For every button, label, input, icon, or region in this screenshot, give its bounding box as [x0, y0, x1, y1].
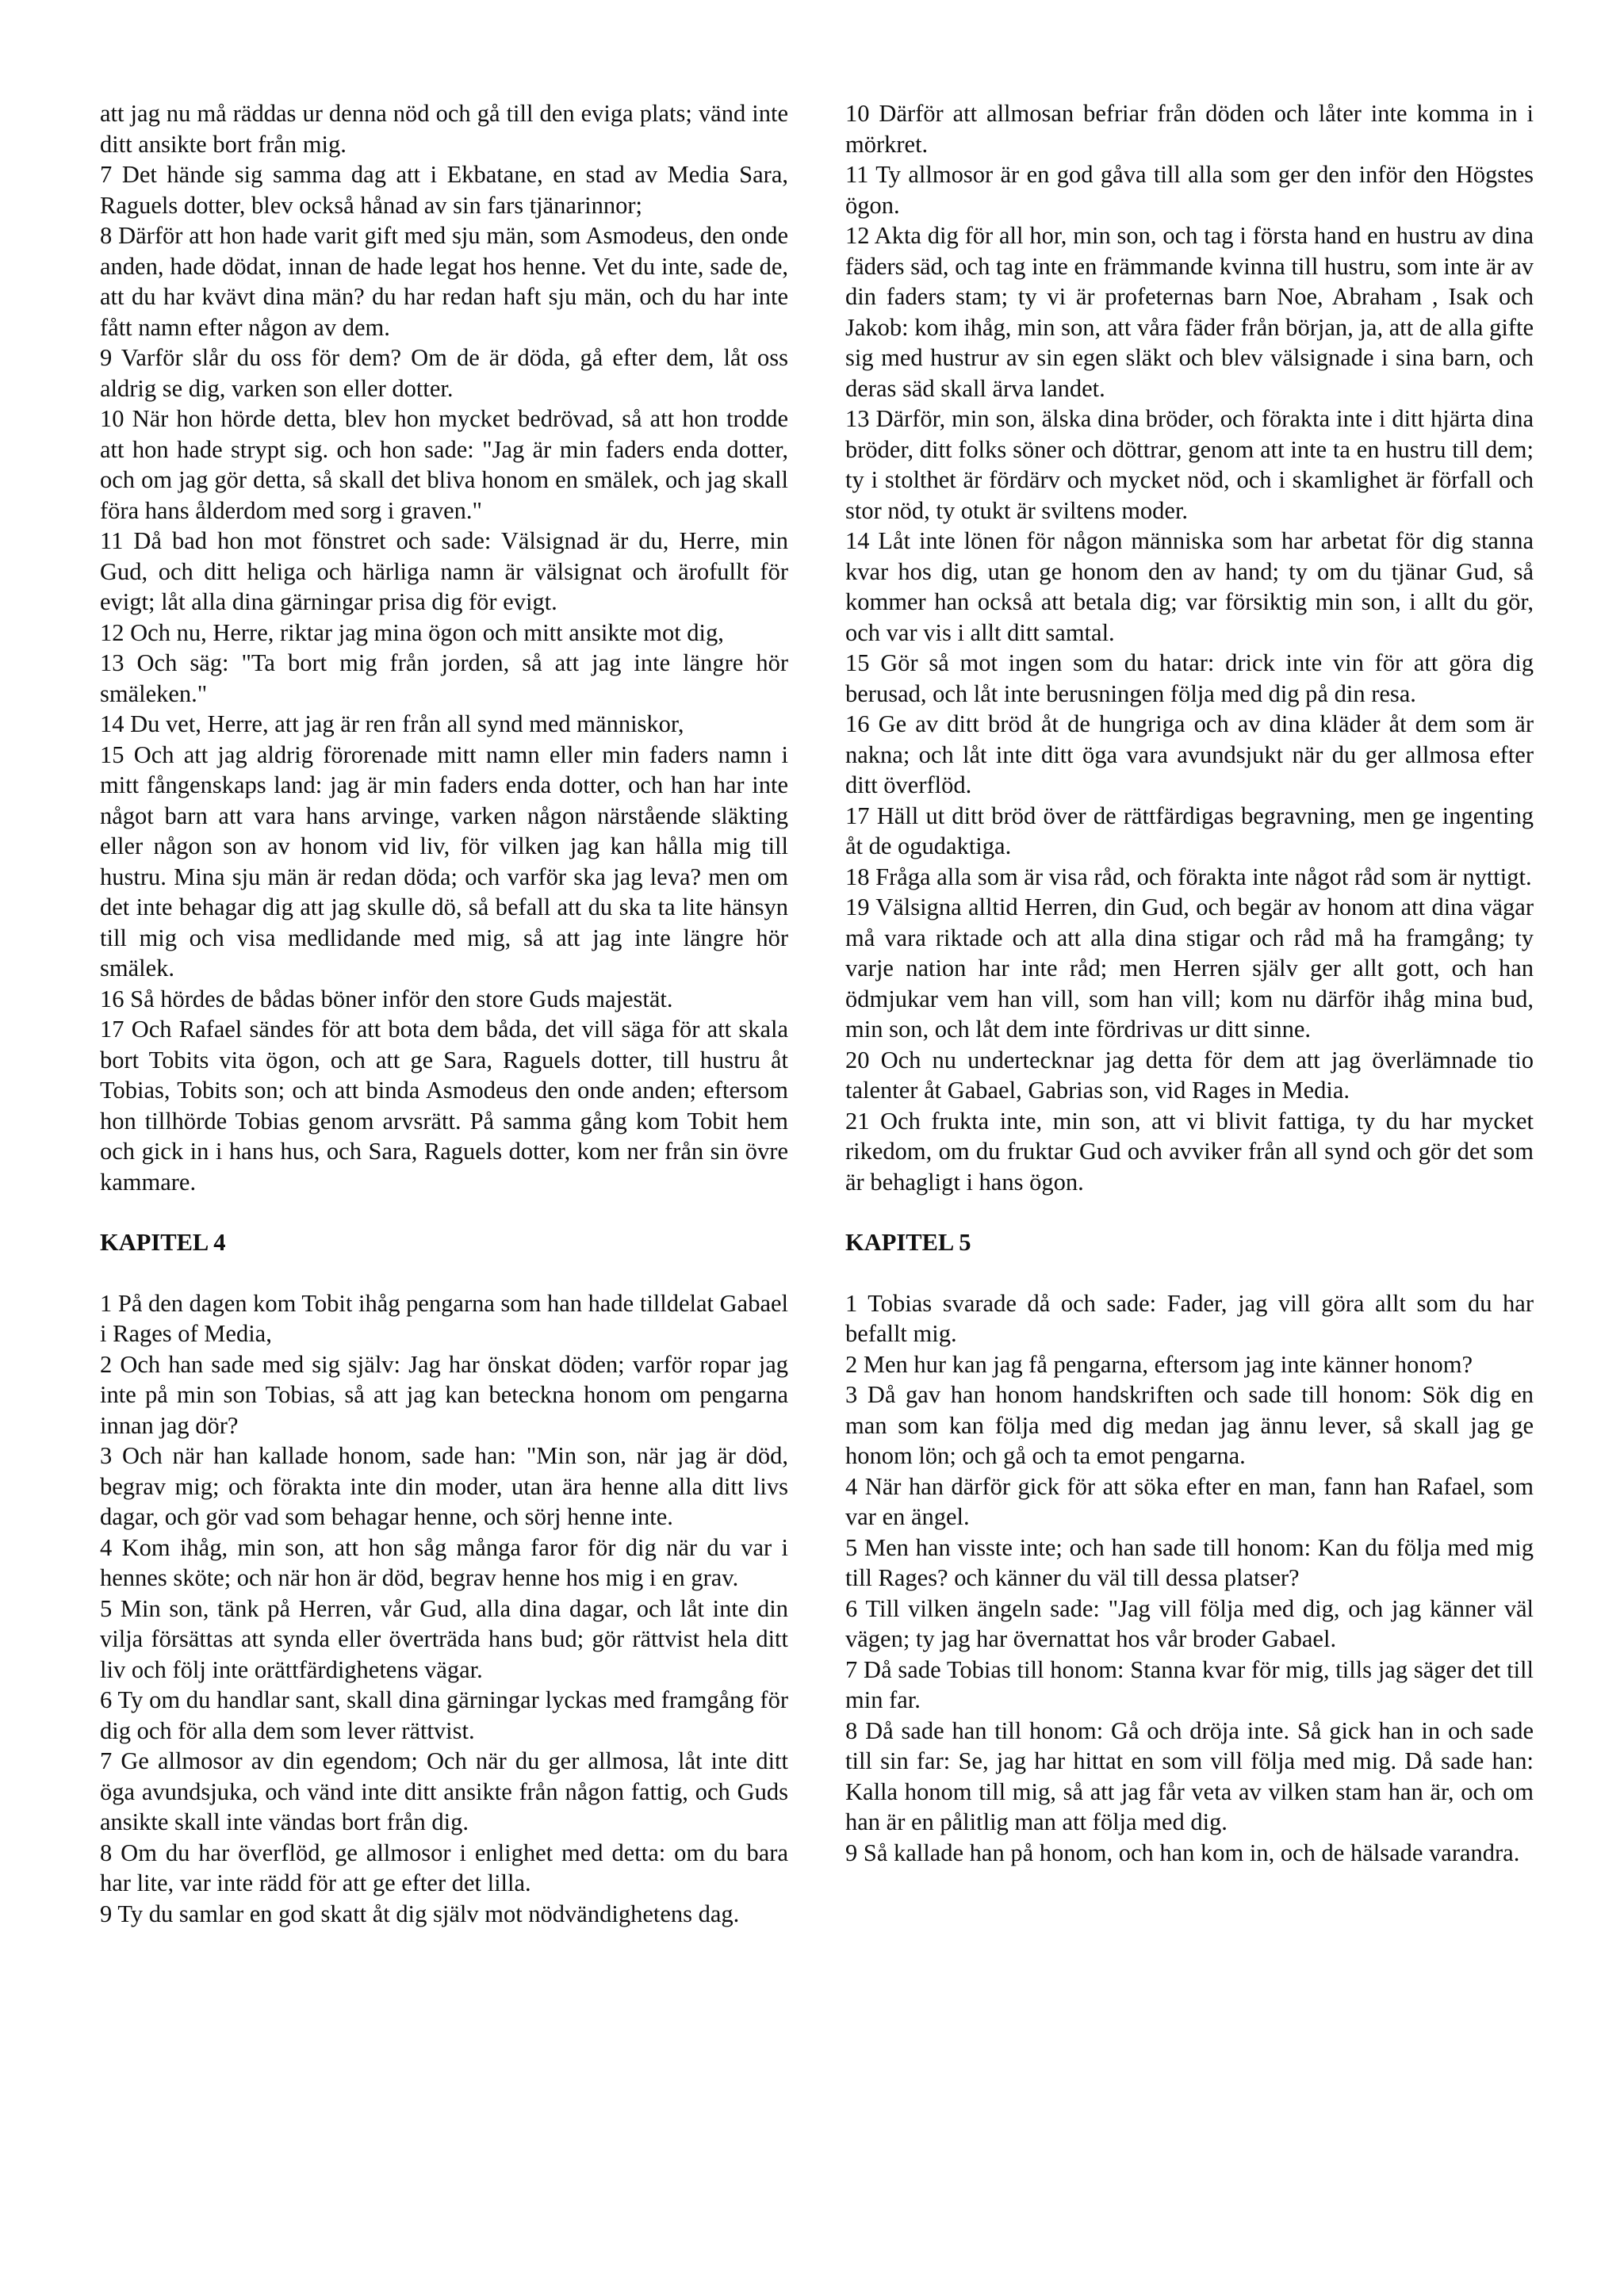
verse: 8 Därför att hon hade varit gift med sju män, som Asmodeus, den onde anden, hade dödat, innan de hade legat hos henne. Vet du inte, sade de, att du har kvävt dina män? du har redan haft sju män, och du har inte fått namn efter någon av dem.	[100, 222, 788, 341]
verse: 20 Och nu undertecknar jag detta för dem att jag överlämnade tio talenter åt Gabael, Gabrias son, vid Rages in Media.	[845, 1046, 1534, 1104]
verse: 10 När hon hörde detta, blev hon mycket bedrövad, så att hon trodde att hon hade strypt sig. och hon sade: "Jag är min faders enda dotter, och om jag gör detta, så skall det bliva honom en smälek, och jag skall föra hans ålderdom med sorg i graven."	[100, 405, 788, 524]
verse: 7 Ge allmosor av din egendom; Och när du ger allmosa, låt inte ditt öga avundsjuka, och vänd inte ditt ansikte från någon fattig, och Guds ansikte skall inte vändas bort från dig.	[100, 1747, 788, 1835]
verse: 14 Du vet, Herre, att jag är ren från all synd med människor,	[100, 710, 684, 737]
verse: 7 Då sade Tobias till honom: Stanna kvar för mig, tills jag säger det till min far.	[845, 1655, 1534, 1713]
verse: 18 Fråga alla som är visa råd, och förakta inte något råd som är nyttigt.	[845, 863, 1532, 890]
verse: 9 Så kallade han på honom, och han kom in, och de hälsade varandra.	[845, 1839, 1520, 1866]
verse: 10 Därför att allmosan befriar från döden och låter inte komma in i mörkret.	[845, 100, 1534, 158]
verses-block-left-top	[100, 98, 788, 1197]
verse: 16 Så hördes de bådas böner inför den store Guds majestät.	[100, 985, 673, 1012]
verse: 2 Och han sade med sig själv: Jag har önskat döden; varför ropar jag inte på min son Tobias, så att jag kan beteckna honom om pengarna innan jag dör?	[100, 1350, 788, 1439]
verse: 8 Om du har överflöd, ge allmosor i enlighet med detta: om du bara har lite, var inte rädd för att ge efter det lilla.	[100, 1839, 788, 1896]
verse: 4 När han därför gick för att söka efter en man, fann han Rafael, som var en ängel.	[845, 1472, 1534, 1530]
verse: 17 Häll ut ditt bröd över de rättfärdigas begravning, men ge ingenting åt de ogudaktiga.	[845, 802, 1534, 859]
verse: 9 Varför slår du oss för dem? Om de är döda, gå efter dem, låt oss aldrig se dig, varken son eller dotter.	[100, 344, 788, 402]
verse: 9 Ty du samlar en god skatt åt dig själv mot nödvändighetens dag.	[100, 1900, 740, 1927]
document-page	[100, 98, 1534, 2239]
verse: 21 Och frukta inte, min son, att vi blivit fattiga, ty du har mycket rikedom, om du fruktar Gud och avviker från all synd och gör det som är behagligt i hans ögon.	[845, 1107, 1534, 1196]
verse: 16 Ge av ditt bröd åt de hungriga och av dina kläder åt dem som är nakna; och låt inte ditt öga vara avundsjukt när du ger allmosa efter ditt överflöd.	[845, 710, 1534, 798]
verse: 4 Kom ihåg, min son, att hon såg många faror för dig när du var i hennes sköte; och när hon är död, begrav henne hos mig i en grav.	[100, 1533, 788, 1591]
verse: 1 Tobias svarade då och sade: Fader, jag vill göra allt som du har befallt mig.	[845, 1289, 1534, 1347]
verse: 8 Då sade han till honom: Gå och dröja inte. Så gick han in och sade till sin far: Se, jag har hittat en som vill följa med mig. Då sade han: Kalla honom till mig, så att jag får veta av vilken stam han är, och om han är en pålitlig man att följa med dig.	[845, 1716, 1534, 1835]
chapter-heading-4: KAPITEL 4	[100, 1229, 226, 1256]
left-column	[100, 98, 788, 2239]
verse: 5 Min son, tänk på Herren, vår Gud, alla dina dagar, och låt inte din vilja försättas att synda eller överträda hans bud; gör rättvist hela ditt liv och följ inte orättfärdighetens vägar.	[100, 1594, 788, 1683]
verse: 11 Ty allmosor är en god gåva till alla som ger den inför den Högstes ögon.	[845, 161, 1534, 219]
verses-block-right-bottom	[845, 1288, 1534, 1869]
verses-block-left-bottom	[100, 1288, 788, 1930]
verse: 6 Till vilken ängeln sade: "Jag vill följa med dig, och jag känner väl vägen; ty jag har övernattat hos vår broder Gabael.	[845, 1594, 1534, 1652]
verse: 15 Och att jag aldrig förorenade mitt namn eller min faders namn i mitt fångenskaps land: jag är min faders enda dotter, och han har inte något barn att vara hans arvinge, varken någon närstående släkting eller någon son av honom vid liv, för vilken jag kan hålla mig till hustru. Mina sju män är redan döda; och varför ska jag leva? men om det inte behagar dig att jag skulle dö, så befall att du ska ta lite hänsyn till mig och visa medlidande med mig, så att jag inte längre hör smälek.	[100, 740, 788, 982]
verses-block-right-top	[845, 98, 1534, 1197]
verse: 5 Men han visste inte; och han sade till honom: Kan du följa med mig till Rages? och känner du väl till dessa platser?	[845, 1533, 1534, 1591]
verse: 14 Låt inte lönen för någon människa som har arbetat för dig stanna kvar hos dig, utan ge honom den av hand; ty om du tjänar Gud, så kommer han också att betala dig; var försiktig min son, i allt du gör, och var vis i allt ditt samtal.	[845, 527, 1534, 646]
verse: 13 Därför, min son, älska dina bröder, och förakta inte i ditt hjärta dina bröder, ditt folks söner och döttrar, genom att inte ta en hustru till dem; ty i stolthet är fördärv och mycket nöd, och i skamlighet är förfall och stor nöd, ty otukt är sviltens moder.	[845, 405, 1534, 524]
chapter-heading-5: KAPITEL 5	[845, 1229, 971, 1256]
verse: 3 Då gav han honom handskriften och sade till honom: Sök dig en man som kan följa med dig medan jag ännu lever, så skall jag ge honom lön; och gå och ta emot pengarna.	[845, 1381, 1534, 1469]
verse: 1 På den dagen kom Tobit ihåg pengarna som han hade tilldelat Gabael i Rages of Media,	[100, 1289, 788, 1347]
verse: 13 Och säg: "Ta bort mig från jorden, så att jag inte längre hör smäleken."	[100, 649, 788, 707]
verse: 12 Och nu, Herre, riktar jag mina ögon och mitt ansikte mot dig,	[100, 618, 724, 646]
verse: 17 Och Rafael sändes för att bota dem båda, det vill säga för att skala bort Tobits vita ögon, och att ge Sara, Raguels dotter, till hustru åt Tobias, Tobits son; och att binda Asmodeus den onde anden; eftersom hon tillhörde Tobias genom arvsrätt. På samma gång kom Tobit hem och gick in i hans hus, och Sara, Raguels dotter, kom ner från sin övre kammare.	[100, 1016, 788, 1196]
verse: 12 Akta dig för all hor, min son, och tag i första hand en hustru av dina fäders säd, och tag inte en främmande kvinna till hustru, som inte är av din faders stam; ty vi är profeternas barn Noe, Abraham , Isak och Jakob: kom ihåg, min son, att våra fäder från början, ja, att de alla gifte sig med hustrur av sin egen släkt och blev välsignade i sina barn, och deras säd skall ärva landet.	[845, 222, 1534, 402]
verse: 2 Men hur kan jag få pengarna, eftersom jag inte känner honom?	[845, 1350, 1473, 1378]
verse: 6 Ty om du handlar sant, skall dina gärningar lyckas med framgång för dig och för alla dem som lever rättvist.	[100, 1686, 788, 1744]
verse: 3 Och när han kallade honom, sade han: "Min son, när jag är död, begrav mig; och förakta inte din moder, utan ära henne alla ditt livs dagar, och gör vad som behagar henne, och sörj henne inte.	[100, 1442, 788, 1530]
verse: 7 Det hände sig samma dag att i Ekbatane, en stad av Media Sara, Raguels dotter, blev också hånad av sin fars tjänarinnor;	[100, 161, 788, 219]
verse: 11 Då bad hon mot fönstret och sade: Välsignad är du, Herre, min Gud, och ditt heliga och härliga namn är välsignat och ärofullt för evigt; låt alla dina gärningar prisa dig för evigt.	[100, 527, 788, 615]
right-column	[845, 98, 1534, 2239]
verse: 19 Välsigna alltid Herren, din Gud, och begär av honom att dina vägar må vara riktade och att alla dina stigar och råd må ha framgång; ty varje nation har inte råd; men Herren själv ger allt gott, och han ödmjukar vem han vill, som han vill; kom nu därför ihåg mina bud, min son, och låt dem inte fördrivas ur ditt sinne.	[845, 894, 1534, 1043]
verse: att jag nu må räddas ur denna nöd och gå till den eviga plats; vänd inte ditt ansikte bort från mig.	[100, 100, 788, 158]
verse: 15 Gör så mot ingen som du hatar: drick inte vin för att göra dig berusad, och låt inte berusningen följa med dig på din resa.	[845, 649, 1534, 707]
